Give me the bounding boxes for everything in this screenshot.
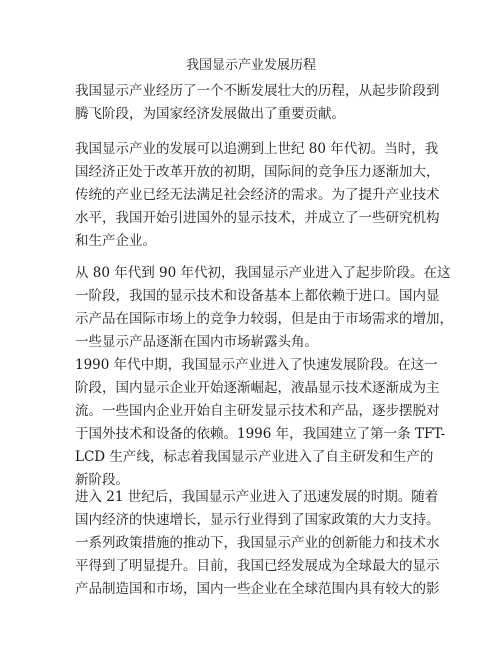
paragraph-line: 传统的产业已经无法满足社会经济的需求。为了提升产业技术 [75,187,440,203]
paragraph-origins [75,138,440,253]
paragraph-line: 国内经济的快速增长，显示行业得到了国家政策的大力支持。 [75,512,440,528]
paragraph-line: 我国显示产业经历了一个不断发展壮大的历程，从起步阶段到 [75,83,440,99]
paragraph-line: 流。一些国内企业开始自主研发显示技术和产品，逐步摆脱对 [75,403,440,419]
paragraph-line: 和生产企业。 [75,233,156,249]
paragraph-startup-stage [75,262,453,354]
paragraph-line: 新阶段。 [75,472,129,488]
paragraph-line: 进入 21 世纪后，我国显示产业进入了迅速发展的时期。随着 [75,489,439,505]
paragraph-line: LCD 生产线，标志着我国显示产业进入了自主研发和生产的 [75,449,434,465]
paragraph-line: 一阶段，我国的显示技术和设备基本上都依赖于进口。国内显 [75,288,440,304]
paragraph-line: 1990 年代中期，我国显示产业进入了快速发展阶段。在这一 [75,357,438,373]
paragraph-intro [75,80,440,126]
paragraph-line: 于国外技术和设备的依赖。1996 年，我国建立了第一条 TFT- [75,426,446,442]
paragraph-line: 我国显示产业的发展可以追溯到上世纪 80 年代初。当时，我 [75,141,439,157]
paragraph-line: 水平，我国开始引进国外的显示技术，并成立了一些研究机构 [75,210,440,226]
paragraph-line: 国经济正处于改革开放的初期，国际间的竞争压力逐渐加大， [75,164,440,180]
document-title: 我国显示产业发展历程 [185,58,316,73]
paragraph-rapid-growth [75,354,446,492]
paragraph-line: 腾飞阶段，为国家经济发展做出了重要贡献。 [75,106,345,122]
paragraph-line: 示产品在国际市场上的竞争力较弱，但是由于市场需求的增加， [75,311,453,327]
paragraph-line: 平得到了明显提升。目前，我国已经发展成为全球最大的显示 [75,558,440,574]
paragraph-line: 产品制造国和市场，国内一些企业在全球范围内具有较大的影 [75,581,440,597]
paragraph-line: 阶段，国内显示企业开始逐渐崛起，液晶显示技术逐渐成为主 [75,380,440,396]
paragraph-21st-century [75,486,440,601]
paragraph-line: 从 80 年代到 90 年代初，我国显示产业进入了起步阶段。在这 [75,265,451,281]
paragraph-line: 一些显示产品逐渐在国内市场崭露头角。 [75,334,318,350]
paragraph-line: 一系列政策措施的推动下，我国显示产业的创新能力和技术水 [75,535,440,551]
